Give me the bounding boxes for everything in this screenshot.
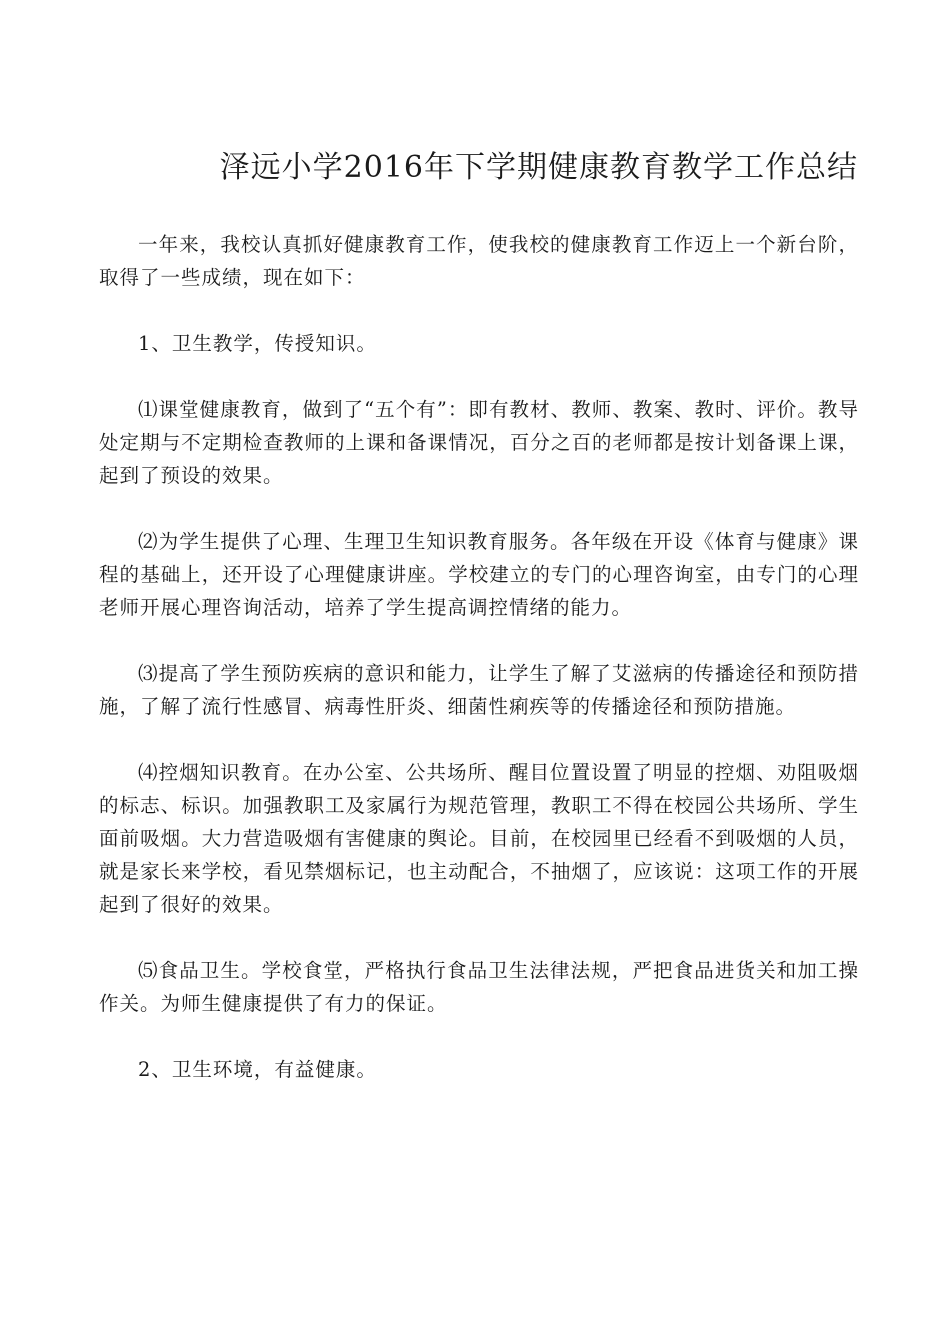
section-heading-2: 2、卫生环境，有益健康。: [138, 1058, 377, 1081]
document-title: 泽远小学2016年下学期健康教育教学工作总结: [219, 150, 858, 185]
paragraph-item-4: ⑷控烟知识教育。在办公室、公共场所、醒目位置设置了明显的控烟、劝阻吸烟的标志、标识。加强教职工及家属行为规范管理，教职工不得在校园公共场所、学生面前吸烟。大力营造吸烟有害健康的舆论。目前，在校园里已经看不到吸烟的人员，就是家长来学校，看见禁烟标记，也主动配合，不抽烟了，应该说：这项工作的开展起到了很好的效果。: [99, 761, 859, 916]
paragraph-item-1: ⑴课堂健康教育，做到了“五个有”：即有教材、教师、教案、教时、评价。教导处定期与不定期检查教师的上课和备课情况，百分之百的老师都是按计划备课上课，起到了预设的效果。: [99, 398, 859, 487]
paragraph-item-5: ⑸食品卫生。学校食堂，严格执行食品卫生法律法规，严把食品进货关和加工操作关。为师生健康提供了有力的保证。: [99, 959, 859, 1015]
document-body: [99, 228, 859, 1119]
paragraph-item-3: ⑶提高了学生预防疾病的意识和能力，让学生了解了艾滋病的传播途径和预防措施，了解了流行性感冒、病毒性肝炎、细菌性痢疾等的传播途径和预防措施。: [99, 662, 859, 718]
section-heading-1: 1、卫生教学，传授知识。: [138, 332, 377, 355]
paragraph-intro: 一年来，我校认真抓好健康教育工作，使我校的健康教育工作迈上一个新台阶，取得了一些成绩，现在如下：: [99, 233, 859, 289]
paragraph-item-2: ⑵为学生提供了心理、生理卫生知识教育服务。各年级在开设《体育与健康》课程的基础上，还开设了心理健康讲座。学校建立的专门的心理咨询室，由专门的心理老师开展心理咨询活动，培养了学生提高调控情绪的能力。: [99, 530, 859, 619]
